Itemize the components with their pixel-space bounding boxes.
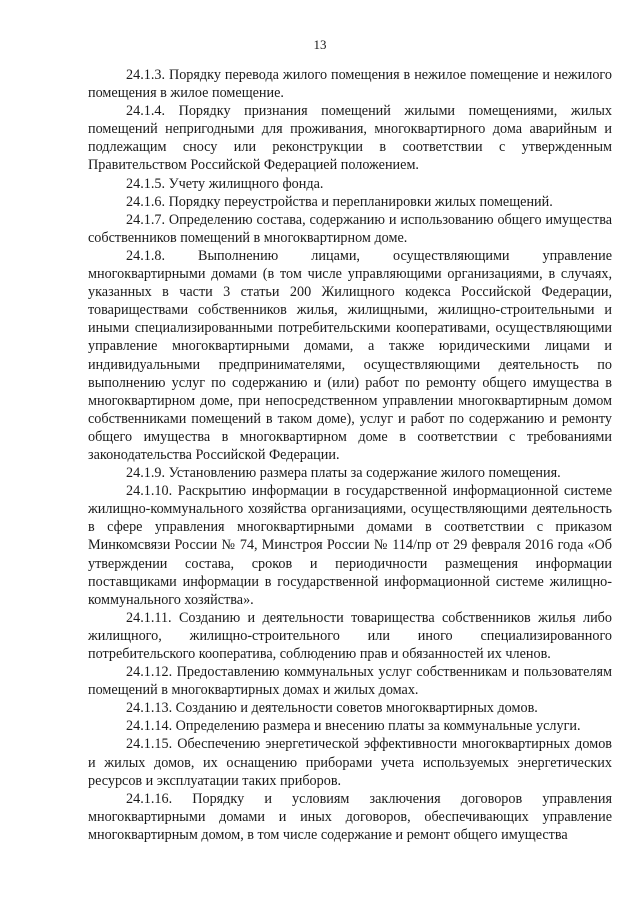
paragraph-24-1-8: 24.1.8. Выполнению лицами, осуществляющими управление многоквартирными домами (в том числе управляющими организациями, в случаях, указанных в части 3 статьи 200 Жилищного кодекса Российской Федерации, товариществами собственников жилья, жилищными, жилищно-строительными и иными специализированными потребительскими кооперативами, осуществляющими управление многоквартирными домами, а также юридическими лицами и индивидуальными предпринимателями, осуществляющими деятельность по выполнению услуг по содержанию и (или) работ по ремонту общего имущества в многоквартирном доме, при непосредственном управлении многоквартирным домом собственниками помещений в таком доме), услуг и работ по содержанию и ремонту общего имущества в многоквартирном доме в соответствии с требованиями законодательства Российской Федерации. — [88, 247, 612, 463]
paragraph-24-1-4: 24.1.4. Порядку признания помещений жилыми помещениями, жилых помещений непригодными для проживания, многоквартирного дома аварийным и подлежащим сносу или реконструкции в соответствии с утвержденным Правительством Российской Федерацией положением. — [88, 103, 612, 174]
paragraph-24-1-9: 24.1.9. Установлению размера платы за содержание жилого помещения. — [126, 465, 561, 482]
paragraph-24-1-13: 24.1.13. Созданию и деятельности советов многоквартирных домов. — [126, 700, 538, 717]
paragraph-24-1-7: 24.1.7. Определению состава, содержанию и использованию общего имущества собственников помещений в многоквартирном доме. — [88, 211, 612, 246]
paragraph-24-1-10: 24.1.10. Раскрытию информации в государственной информационной системе жилищно-коммунального хозяйства организациями, осуществляющими деятельность в сфере управления многоквартирными домами в соответствии с приказом Минкомсвязи России № 74, Минстроя России № 114/пр от 29 февраля 2016 года «Об утверждении состава, сроков и периодичности размещения информации поставщиками информации в государственной информационной системе жилищно-коммунального хозяйства». — [88, 483, 612, 608]
paragraph-24-1-14: 24.1.14. Определению размера и внесению платы за коммунальные услуги. — [126, 718, 581, 735]
paragraph-24-1-11: 24.1.11. Созданию и деятельности товарищества собственников жилья либо жилищного, жилищно-строительного или иного специализированного потребительского кооператива, соблюдению прав и обязанностей их членов. — [88, 609, 612, 662]
paragraph-24-1-5: 24.1.5. Учету жилищного фонда. — [126, 175, 324, 192]
page-number: 13 — [313, 37, 327, 52]
paragraph-24-1-15: 24.1.15. Обеспечению энергетической эффективности многоквартирных домов и жилых домов, их оснащению приборами учета используемых энергетических ресурсов и эксплуатации таких приборов. — [88, 736, 612, 789]
paragraph-24-1-3: 24.1.3. Порядку перевода жилого помещения в нежилое помещение и нежилого помещения в жилое помещение. — [88, 67, 612, 102]
paragraph-24-1-16: 24.1.16. Порядку и условиям заключения договоров управления многоквартирными домами и иных договоров, обеспечивающих управление многоквартирным домом, в том числе содержание и ремонт общего имущества — [88, 790, 612, 843]
paragraph-24-1-6: 24.1.6. Порядку переустройства и перепланировки жилых помещений. — [126, 193, 553, 210]
document-body — [88, 66, 612, 844]
paragraph-24-1-12: 24.1.12. Предоставлению коммунальных услуг собственникам и пользователям помещений в многоквартирных домах и жилых домах. — [88, 664, 612, 699]
